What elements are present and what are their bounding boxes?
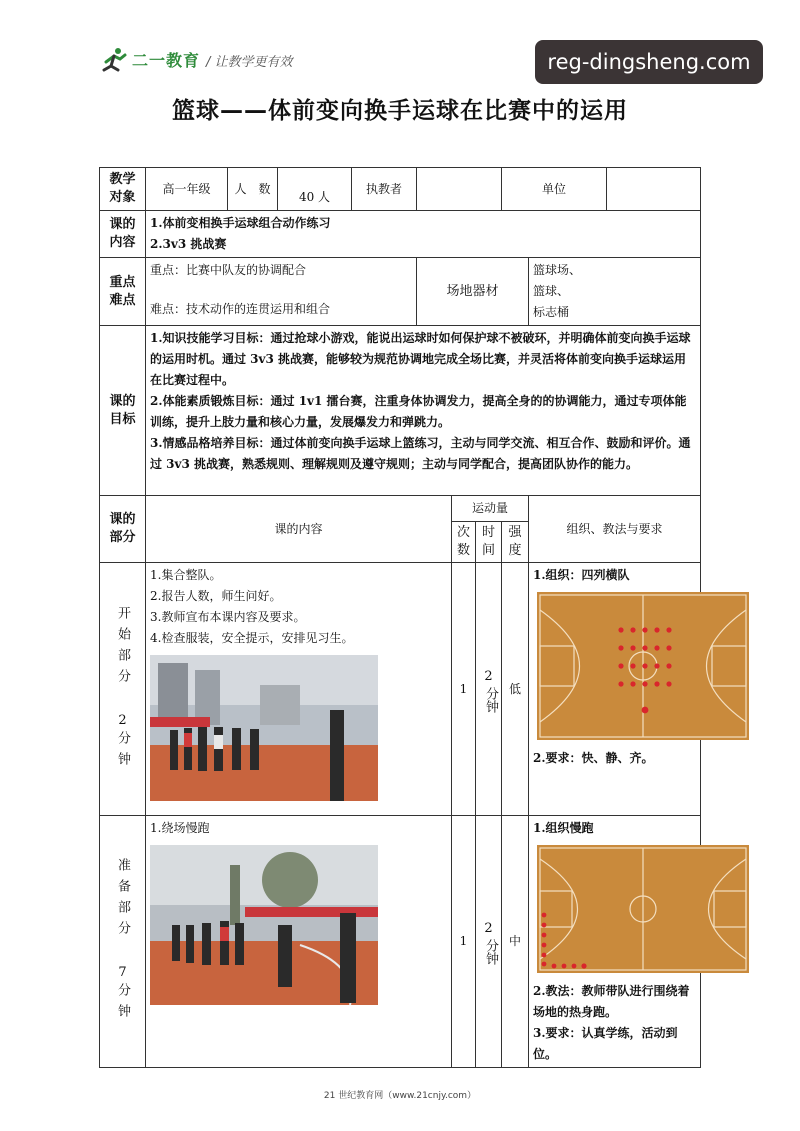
- section-duration: 2: [484, 921, 493, 936]
- lesson-plan-table: [99, 167, 701, 1068]
- content-item: 1.体前变相换手运球组合动作练习: [150, 216, 331, 230]
- teacher-value: [417, 168, 502, 211]
- content-list: [146, 211, 701, 258]
- section-duration: 2: [484, 668, 493, 684]
- logo-name: 二一教育: [132, 51, 201, 70]
- intensity-header: 强度: [502, 522, 529, 563]
- key-point: 重点：比赛中队友的协调配合: [150, 263, 307, 277]
- section-content-item: 3.教师宣布本课内容及要求。: [150, 610, 306, 624]
- target-label: 教学对象: [100, 168, 146, 211]
- footer: 21 世纪教育网（www.21cnjy.com）: [323, 1091, 477, 1101]
- target-value: 高一年级: [146, 168, 228, 211]
- times-header: 次数: [452, 522, 476, 563]
- goals-label: 课的目标: [100, 326, 146, 496]
- org-header: 组织、教法与要求: [529, 496, 701, 563]
- section-duration-cell: [476, 563, 502, 816]
- load-header: 运动量: [452, 496, 529, 522]
- content-item: 2.3v3 挑战赛: [150, 237, 227, 251]
- unit-label: 单位: [502, 168, 607, 211]
- venue-list: [529, 258, 701, 326]
- section-minutes: 2: [118, 712, 127, 728]
- table-header-row: [100, 496, 701, 522]
- venue-item: 标志桶: [533, 305, 570, 319]
- section-content-item: 1.集合整队。: [150, 568, 222, 582]
- teacher-label: 执教者: [352, 168, 417, 211]
- section-times: 1: [452, 816, 476, 1068]
- court-diagram-jogging: [537, 845, 749, 973]
- jogging-photo: [150, 845, 378, 1005]
- court-diagram-four-rows: [537, 592, 749, 740]
- goals-list: [146, 326, 701, 496]
- venue-item: 篮球场、: [533, 263, 582, 277]
- section-times: 1: [452, 563, 476, 816]
- count-value: 40 人: [278, 168, 352, 211]
- section-minutes: 7: [118, 965, 127, 980]
- logo: [100, 46, 330, 76]
- difficulty-point: 难点：技术动作的连贯运用和组合: [150, 302, 331, 316]
- section-org-note: 2.教法：教师带队进行围绕着场地的热身跑。: [533, 984, 690, 1019]
- section-content-cell: [146, 816, 452, 1068]
- section-org-title: 1.组织：四列横队: [533, 568, 630, 582]
- key-points-label: 重点难点: [100, 258, 146, 326]
- section-prep-row: [100, 816, 701, 1068]
- section-minutes-unit: 分钟: [115, 730, 130, 773]
- section-start-row: [100, 563, 701, 816]
- section-content-item: 1.绕场慢跑: [150, 821, 210, 835]
- time-header: 时间: [476, 522, 502, 563]
- content-row: [100, 211, 701, 258]
- info-row: [100, 168, 701, 211]
- section-content-cell: [146, 563, 452, 816]
- section-org-cell: [529, 816, 701, 1068]
- watermark: reg-dingsheng.com: [535, 40, 763, 84]
- count-label: 人 数: [228, 168, 278, 211]
- section-minutes-unit: 分钟: [115, 983, 130, 1025]
- content-label: 课的内容: [100, 211, 146, 258]
- unit-value: [607, 168, 701, 211]
- content-header: 课的内容: [146, 496, 452, 563]
- section-part-cell: [100, 816, 146, 1068]
- section-org-cell: [529, 563, 701, 816]
- section-part-label: 准备部分: [115, 858, 130, 942]
- section-intensity: 低: [502, 563, 529, 816]
- goals-row: [100, 326, 701, 496]
- venue-label: 场地器材: [417, 258, 529, 326]
- section-duration-cell: [476, 816, 502, 1068]
- section-duration-unit: 分钟: [483, 686, 498, 713]
- goal-item: 1.知识技能学习目标：通过抢球小游戏，能说出运球时如何保护球不被破环，并明确体前变向换手运球的运用时机。通过 3v3 挑战赛，能够较为规范协调地完成全场比赛，并灵活将体前变向换手运球运用在比赛过程中。: [150, 331, 691, 387]
- section-org-note: 3.要求：认真学练，活动到位。: [533, 1026, 678, 1061]
- assembly-photo: [150, 655, 378, 801]
- section-part-cell: [100, 563, 146, 816]
- page-title: 篮球——体前变向换手运球在比赛中的运用: [172, 98, 628, 124]
- key-points-cell: [146, 258, 417, 326]
- goal-item: 2.体能素质锻炼目标：通过 1v1 擂台赛，注重身体协调发力，提高全身的的协调能力，通过专项体能训练，提升上肢力量和核心力量，发展爆发力和弹跳力。: [150, 394, 687, 429]
- runner-logo-icon: [100, 46, 130, 74]
- section-duration-unit: 分钟: [483, 939, 498, 965]
- section-org-note: 2.要求：快、静、齐。: [533, 751, 654, 765]
- section-part-label: 开始部分: [115, 605, 130, 690]
- venue-item: 篮球、: [533, 284, 570, 298]
- key-points-row: [100, 258, 701, 326]
- goal-item: 3.情感品格培养目标：通过体前变向换手运球上篮练习，主动与同学交流、相互合作、鼓励和评价。通过 3v3 挑战赛，熟悉规则、理解规则及遵守规则；主动与同学配合，提高团队协作的能力。: [150, 436, 691, 471]
- part-header: 课的部分: [100, 496, 146, 563]
- section-intensity: 中: [502, 816, 529, 1068]
- section-org-title: 1.组织慢跑: [533, 821, 594, 835]
- section-content-item: 2.报告人数，师生问好。: [150, 589, 282, 603]
- section-content-item: 4.检查服装，安全提示，安排见习生。: [150, 631, 354, 645]
- logo-slogan: / 让教学更有效: [206, 55, 293, 70]
